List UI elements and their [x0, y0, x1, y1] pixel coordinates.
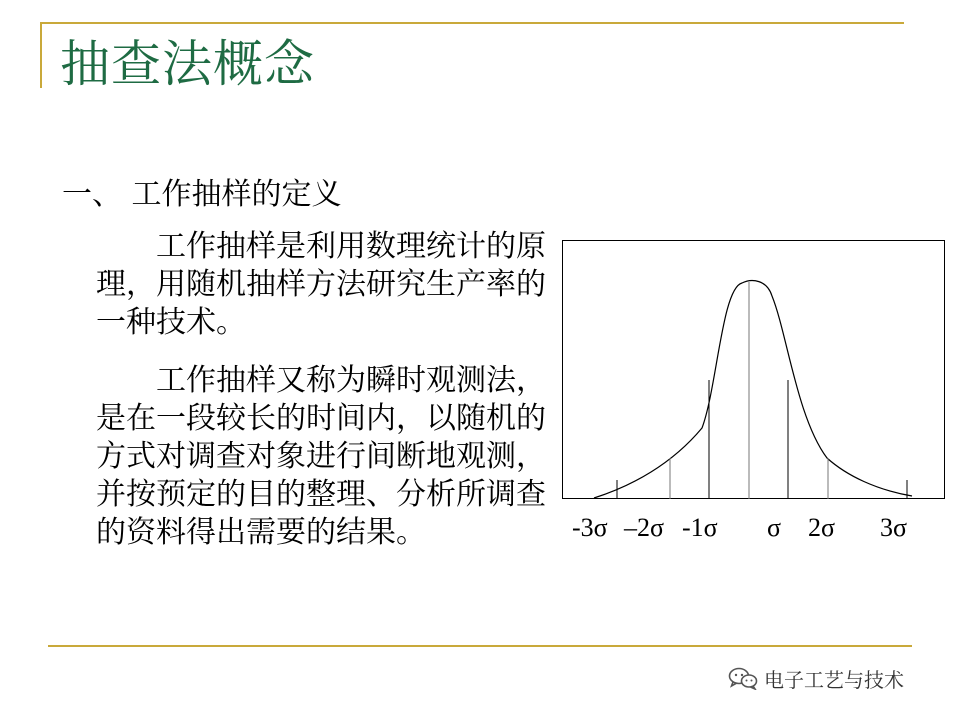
tick-label-minus2: –2σ	[624, 513, 665, 542]
footer-brand-label: 电子工艺与技术	[764, 667, 904, 692]
footer-brand	[728, 664, 904, 692]
bottom-rule	[48, 645, 912, 647]
left-rule	[40, 22, 42, 88]
wechat-icon	[728, 666, 758, 690]
normal-distribution-diagram	[562, 238, 948, 502]
tick-label-plus1: σ	[767, 513, 782, 542]
tick-label-minus1: -1σ	[682, 513, 718, 542]
slide-title: 抽查法概念	[60, 35, 315, 93]
tick-label-minus3: -3σ	[572, 513, 608, 542]
bell-curve	[594, 281, 912, 498]
top-rule	[40, 22, 904, 24]
sigma-tick-labels	[562, 506, 948, 546]
diagram-frame	[563, 241, 945, 499]
tick-label-plus3: 3σ	[880, 513, 908, 542]
definition-paragraph-1: 工作抽样是利用数理统计的原理，用随机抽样方法研究生产率的一种技术。	[96, 229, 546, 340]
section-heading: 一、 工作抽样的定义	[62, 177, 342, 212]
tick-label-plus2: 2σ	[808, 513, 836, 542]
definition-paragraph-2: 工作抽样又称为瞬时观测法，是在一段较长的时间内，以随机的方式对调查对象进行间断地观测，并按预定的目的整理、分析所调查的资料得出需要的结果。	[96, 363, 546, 550]
